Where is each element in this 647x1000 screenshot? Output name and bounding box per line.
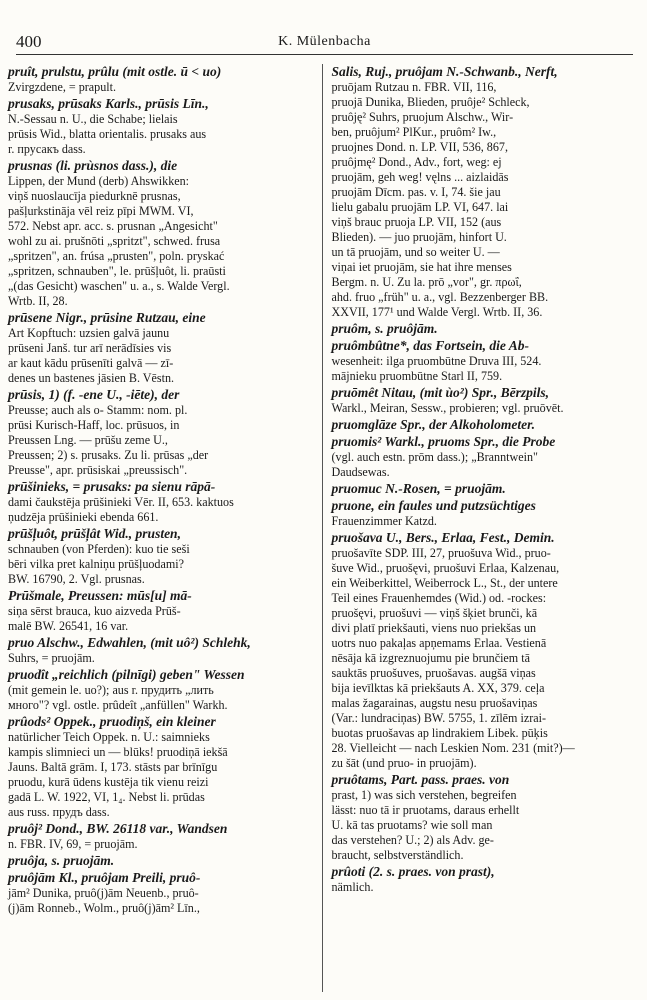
entry-line: siņa sērst brauca, kuo aizveda Prūš- xyxy=(8,604,181,618)
entry-line: lielu gabalu pruojām LP. VI, 647. lai xyxy=(331,200,509,214)
entry-line: Preussen Lng. — prūšu zeme U., xyxy=(8,433,168,447)
entry-headline: pruōmêt Nitau, (mit ùo²) Spr., Bērzpils, xyxy=(331,385,549,400)
entry-line: schnauben (von Pferden): kuo tie seši xyxy=(8,542,190,556)
entry-line: bēri vilka pret kalniņu prūšļuodami? xyxy=(8,557,184,571)
entry-line: „spritzen, schnauben", le. prūšļuôt, li. praūsti xyxy=(8,264,226,278)
dictionary-entry xyxy=(8,588,313,634)
entry-headline: prūšinieks, = prusaks: pa sienu rāpā- xyxy=(8,479,216,494)
entry-headline: pruomis² Warkl., pruoms Spr., die Probe xyxy=(331,434,556,449)
entry-line: Jauns. Baltā grām. I, 173. stāsts par brīnīgu xyxy=(8,760,218,774)
entry-line: Warkl., Meiran, Sessw., probieren; vgl. pruōvēt. xyxy=(331,401,564,415)
entry-line: ņudzēja prūšinieki ebenda 661. xyxy=(8,510,159,524)
entry-line: ein Weiberkittel, Weiberrock L., St., der untere xyxy=(331,576,558,590)
entry-line: pruošavīte SDP. III, 27, pruošuva Wid., pruo- xyxy=(331,546,551,560)
entry-line: U. kā tas pruotams? wie soll man xyxy=(331,818,493,832)
entry-headline: pruomglāze Spr., der Alkoholometer. xyxy=(331,417,536,432)
entry-line: prūsi Kurisch-Haff, loc. prūsuos, in xyxy=(8,418,180,432)
dictionary-entry xyxy=(332,772,636,863)
entry-line: pruôję² Suhrs, pruojum Alschw., Wir- xyxy=(331,110,514,124)
dictionary-entry xyxy=(332,530,636,771)
entry-line: malas žagarainas, augstu nesu pruošaviņas xyxy=(331,696,538,710)
entry-line: buotas pruošavas ap lindrakiem Libek. pūķis xyxy=(331,726,548,740)
entry-line: ahd. fruo „früh" u. a., vgl. Bezzenberger BB. xyxy=(331,290,549,304)
entry-line: aus russ. прудъ dass. xyxy=(8,805,110,819)
entry-line: (j)ām Ronneb., Wolm., pruô(j)ām² Līn., xyxy=(8,901,200,915)
dictionary-entry xyxy=(8,158,313,309)
entry-line: r. прусакъ dass. xyxy=(8,142,86,156)
dictionary-entry xyxy=(332,864,636,895)
entry-line: kampis slimnieci un — blūks! pruodiņā iekšā xyxy=(8,745,228,759)
entry-line: šuve Wid., pruošęvi, pruošuvi Erlaa, Kalzenau, xyxy=(331,561,560,575)
entry-line: pruojām Dīcm. pas. v. I, 74. šie jau xyxy=(331,185,501,199)
entry-line: nämlich. xyxy=(331,880,374,894)
entry-line: n. FBR. IV, 69, = pruojām. xyxy=(8,837,138,851)
dictionary-entry xyxy=(8,96,313,157)
entry-line: malē BW. 26541, 16 var. xyxy=(8,619,129,633)
entry-line: uotrs nuo pakaļas apņemams Erlaa. Vestienā xyxy=(331,636,547,650)
entry-line: pruojnes Dond. n. LP. VII, 536, 867, xyxy=(331,140,508,154)
dictionary-entry xyxy=(332,321,636,337)
dictionary-entry xyxy=(8,64,313,95)
entry-headline: prusaks, prūsaks Karls., prūsis Līn., xyxy=(8,96,209,111)
entry-line: prast, 1) was sich verstehen, begreifen xyxy=(331,788,517,802)
entry-headline: Prūšmale, Preussen: mūs[u] mā- xyxy=(8,588,192,603)
entry-line: mājnieku pruombūtne Starl II, 759. xyxy=(331,369,503,383)
entry-line: Frauenzimmer Katzd. xyxy=(331,514,437,528)
entry-line: jām² Dunika, pruô(j)ām Neuenb., pruô- xyxy=(8,886,199,900)
entry-line: (vgl. auch estn. prōm dass.); „Branntwein" xyxy=(331,450,538,464)
entry-line: „(das Gesicht) waschen" u. a., s. Walde Vergl. xyxy=(8,279,230,293)
entry-line: Preussen; 2) s. prusaks. Zu li. prūsas „der xyxy=(8,448,209,462)
entry-line: pruôjmę² Dond., Adv., fort, weg: ej xyxy=(331,155,502,169)
right-column xyxy=(322,64,636,992)
entry-headline: pruît, prulstu, prûlu (mit ostle. ū < uo) xyxy=(8,64,222,79)
entry-headline: pruošava U., Bers., Erlaa, Fest., Demin. xyxy=(331,530,555,545)
entry-line: pruošęvi, pruošuvi — viņš šķiet brunči, kā xyxy=(331,606,538,620)
entry-line: XXVII, 177¹ und Walde Vergl. Wrtb. II, 36. xyxy=(331,305,543,319)
dictionary-entry xyxy=(332,481,636,497)
entry-line: pruodu, kurā ūdens kustēja tik vienu reizi xyxy=(8,775,209,789)
two-column-body xyxy=(8,64,635,992)
entry-line: braucht, selbstverständlich. xyxy=(331,848,464,862)
entry-headline: prūšļuôt, prūšļât Wid., prusten, xyxy=(8,526,181,541)
entry-line: (mit gemein le. uo?); aus r. прудить „лить xyxy=(8,683,214,697)
entry-line: BW. 16790, 2. Vgl. prusnas. xyxy=(8,572,145,586)
entry-headline: pruôj² Dond., BW. 26118 var., Wandsen xyxy=(8,821,228,836)
entry-line: gadā L. W. 1922, VI, 1₄. Nebst li. prūdas xyxy=(8,790,205,804)
entry-line: много"? vgl. ostle. prûdeît „anfüllen" Warkh. xyxy=(8,698,228,712)
entry-line: Suhrs, = pruojām. xyxy=(8,651,95,665)
entry-headline: prūsis, 1) (f. -ene U., -iēte), der xyxy=(8,387,180,402)
entry-line: sauktās pruošuves, pruošavas. augšā viņas xyxy=(331,666,536,680)
page-header xyxy=(16,28,633,55)
entry-line: Daudsewas. xyxy=(331,465,390,479)
entry-headline: Salis, Ruj., pruôjam N.-Schwanb., Nerft, xyxy=(331,64,558,79)
dictionary-entry xyxy=(8,310,313,386)
entry-line: das verstehen? U.; 2) als Adv. ge- xyxy=(331,833,494,847)
entry-line: (Var.: lundraciņas) BW. 5755, 1. zīlēm izrai- xyxy=(331,711,546,725)
entry-headline: pruodît „reichlich (pilnīgi) geben" Wessen xyxy=(8,667,245,682)
entry-line: nēsāja kā izgreznuojumu pie brunčiem tā xyxy=(331,651,530,665)
entry-headline: prūsene Nigr., prūsine Rutzau, eine xyxy=(8,310,206,325)
dictionary-entry xyxy=(8,479,313,525)
entry-line: un tā pruojām, und so weiter U. — xyxy=(331,245,500,259)
entry-line: pruojā Dunika, Blieden, pruôje² Schleck, xyxy=(331,95,530,109)
entry-headline: pruo Alschw., Edwahlen, (mit uô²) Schlehk, xyxy=(8,635,251,650)
left-column xyxy=(8,64,322,992)
dictionary-entry xyxy=(332,385,636,416)
entry-line: Preusse", apr. prūsiskai „preussisch". xyxy=(8,463,188,477)
dictionary-entry xyxy=(332,498,636,529)
entry-line: ben, pruôjum² PlKur., pruôm² Iw., xyxy=(331,125,497,139)
entry-line: Zvirgzdene, = prapult. xyxy=(8,80,117,94)
entry-line: viņai iet pruojām, sie hat ihre menses xyxy=(331,260,512,274)
entry-line: pašļurkstināja vēl reiz pīpi MWM. VI, xyxy=(8,204,194,218)
entry-line: N.-Sessau n. U., die Schabe; lielais xyxy=(8,112,178,126)
dictionary-entry xyxy=(8,387,313,478)
dictionary-entry xyxy=(332,434,636,480)
page-number: 400 xyxy=(16,32,42,51)
entry-line: ar kaut kādu prūsenīti galvā — zī- xyxy=(8,356,174,370)
entry-headline: prusnas (li. prùsnos dass.), die xyxy=(8,158,178,173)
entry-line: Bergm. n. U. Zu la. prō „vor", gr. πρωΐ, xyxy=(331,275,522,289)
dictionary-entry xyxy=(8,853,313,869)
entry-line: wohl zu ai. prušnōti „spritzt", schwed. frusa xyxy=(8,234,221,248)
entry-line: „spritzen", an. frúsa „prusten", poln. pryskać xyxy=(8,249,225,263)
entry-line: Lippen, der Mund (derb) Ahswikken: xyxy=(8,174,190,188)
entry-line: Teil eines Frauenhemdes (Wid.) od. -rockes: xyxy=(331,591,547,605)
entry-line: pruojām, geh weg! vęlns ... aizlaidās xyxy=(331,170,509,184)
entry-line: Art Kopftuch: uzsien galvā jaunu xyxy=(8,326,170,340)
entry-headline: prûods² Oppek., pruodiņš, ein kleiner xyxy=(8,714,216,729)
entry-line: prūseni Janš. tur arī nerādīsies vis xyxy=(8,341,172,355)
dictionary-entry xyxy=(332,417,636,433)
entry-line: bija ievīlktas kā priekšauts A. XX, 379. ceļa xyxy=(331,681,545,695)
entry-headline: pruômbûtne*, das Fortsein, die Ab- xyxy=(331,338,530,353)
entry-headline: pruomuc N.-Rosen, = pruojām. xyxy=(331,481,506,496)
entry-line: Preusse; auch als o- Stamm: nom. pl. xyxy=(8,403,188,417)
entry-headline: pruôm, s. pruôjām. xyxy=(331,321,438,336)
entry-line: 572. Nebst apr. acc. s. prusnan „Angesicht" xyxy=(8,219,218,233)
dictionary-entry xyxy=(8,870,313,916)
entry-line: viņš nuoslaucīja piedurknē prusnas, xyxy=(8,189,181,203)
entry-line: divi platī priekšauti, viens nuo priekšas un xyxy=(331,621,537,635)
entry-line: zu šāt (und pruo- in pruojām). xyxy=(331,756,477,770)
entry-line: Wrtb. II, 28. xyxy=(8,294,68,308)
entry-line: natürlicher Teich Oppek. n. U.: saimnieks xyxy=(8,730,210,744)
entry-line: denes un bastenes jāsien B. Vēstn. xyxy=(8,371,175,385)
entry-headline: pruôja, s. pruojām. xyxy=(8,853,115,868)
dictionary-entry xyxy=(332,338,636,384)
dictionary-entry xyxy=(8,635,313,666)
entry-line: wesenheit: ilga pruombūtne Druva III, 524. xyxy=(331,354,542,368)
dictionary-entry xyxy=(8,714,313,820)
entry-headline: pruôtams, Part. pass. praes. von xyxy=(331,772,510,787)
entry-line: dami čaukstēja prūšinieki Vēr. II, 653. kaktuos xyxy=(8,495,234,509)
dictionary-entry xyxy=(332,64,636,320)
entry-headline: pruone, ein faules und putzsüchtiges xyxy=(331,498,536,513)
entry-line: pruōjam Rutzau n. FBR. VII, 116, xyxy=(331,80,497,94)
entry-line: 28. Vielleicht — nach Leskien Nom. 231 (mit?)— xyxy=(331,741,575,755)
dictionary-entry xyxy=(8,821,313,852)
entry-line: prūsis Wid., blatta orientalis. prusaks aus xyxy=(8,127,207,141)
entry-line: lässt: nuo tā ir pruotams, daraus erhellt xyxy=(331,803,520,817)
entry-headline: pruôjām Kl., pruôjam Preili, pruô- xyxy=(8,870,201,885)
dictionary-entry xyxy=(8,526,313,587)
dictionary-entry xyxy=(8,667,313,713)
running-title: K. Mülenbacha xyxy=(278,34,371,49)
entry-line: viņš brauc pruoja LP. VII, 152 (aus xyxy=(331,215,502,229)
entry-headline: prûoti (2. s. praes. von prast), xyxy=(331,864,495,879)
entry-line: Blieden). — juo pruojām, hinfort U. xyxy=(331,230,507,244)
